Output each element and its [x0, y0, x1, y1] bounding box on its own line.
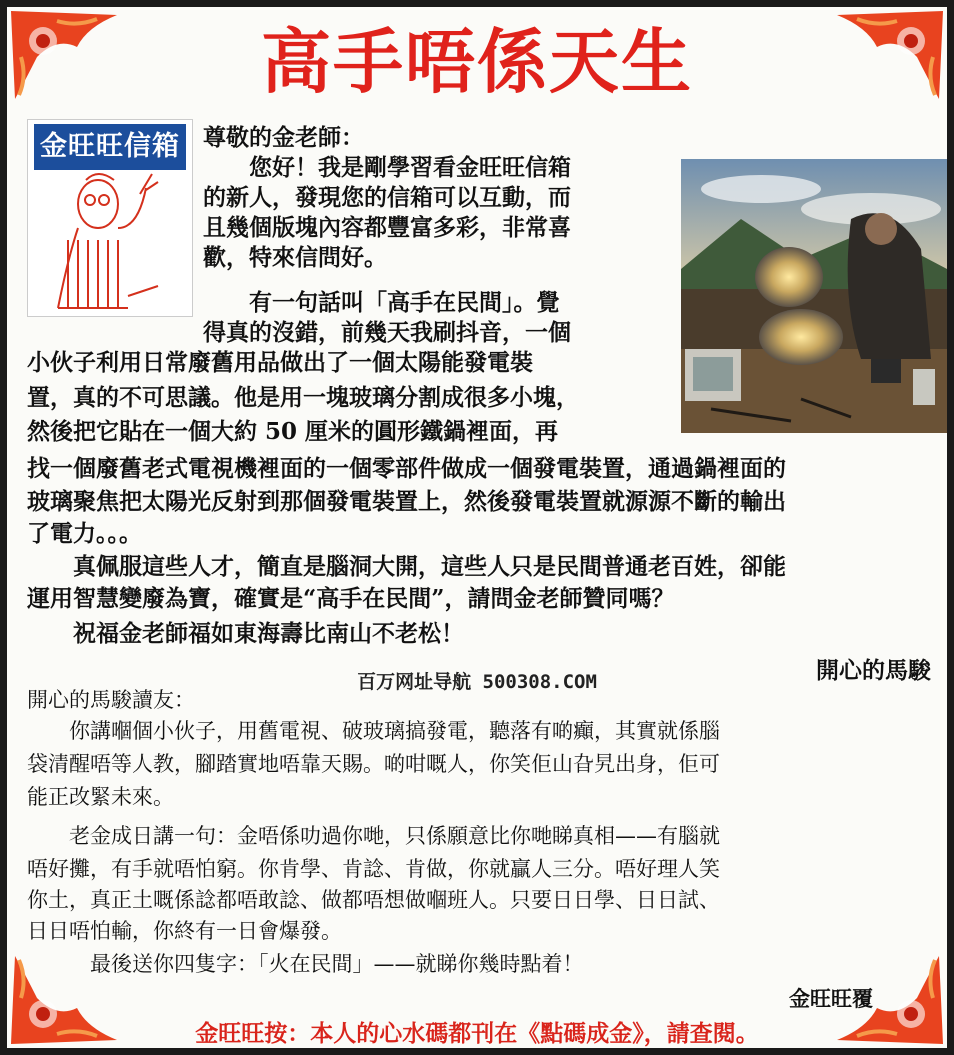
reply-salutation: 開心的馬駿讀友： [27, 688, 195, 712]
footer-note: 金旺旺按：本人的心水碼都刊在《點碼成金》，請查閱。 [195, 1020, 759, 1047]
reply-signature: 金旺旺覆 [789, 987, 873, 1011]
reply-line: 唔好攤，有手就唔怕窮。你肯學、肯諗、肯做，你就贏人三分。唔好理人笑 [27, 857, 720, 881]
reply-line: 你講嗰個小伙子，用舊電視、破玻璃搞發電，聽落有啲癲，其實就係腦 [27, 719, 720, 743]
letter-line: 您好！我是剛學習看金旺旺信箱 [203, 154, 571, 181]
letter-salutation: 尊敬的金老師： [203, 124, 364, 151]
letter-line: 小伙子利用日常廢舊用品做出了一個太陽能發電裝 [27, 349, 533, 376]
column-logo-text: 金旺旺信箱 [34, 124, 186, 170]
letter-line: 的新人，發現您的信箱可以互動，而 [203, 184, 571, 211]
reply-line: 最後送你四隻字：「火在民間」——就睇你幾時點着！ [27, 952, 584, 976]
column-logo [27, 119, 193, 317]
writer-illustration-icon [28, 168, 192, 316]
letter-line: 找一個廢舊老式電視機裡面的一個零部件做成一個發電裝置，通過鍋裡面的 [27, 455, 786, 482]
letter-line: 然後把它貼在一個大約 50 厘米的圓形鐵鍋裡面，再 [27, 418, 559, 445]
letter-line: 得真的沒錯，前幾天我刷抖音，一個 [203, 319, 571, 346]
reply-line: 日日唔怕輸，你終有一日會爆發。 [27, 919, 342, 943]
reply-line: 老金成日講一句：金唔係叻過你哋，只係願意比你哋睇真相——有腦就 [27, 824, 720, 848]
page-title: 高手唔係天生 [261, 20, 693, 103]
reply-line: 能正改緊未來。 [27, 785, 174, 809]
letter-line: 置，真的不可思議。他是用一塊玻璃分割成很多小塊， [27, 384, 579, 411]
letter-line: 有一句話叫「高手在民間」。覺 [203, 289, 560, 316]
letter-line: 真佩服這些人才，簡直是腦洞大開，這些人只是民間普通老百姓，卻能 [27, 553, 786, 580]
letter-line: 歡，特來信問好。 [203, 244, 387, 271]
letter-line: 祝福金老師福如東海壽比南山不老松！ [27, 620, 464, 647]
reply-line: 袋清醒唔等人教，腳踏實地唔靠天賜。啲咁嘅人，你笑佢山旮旯出身，佢可 [27, 752, 720, 776]
letter-line: 玻璃聚焦把太陽光反射到那個發電裝置上，然後發電裝置就源源不斷的輸出 [27, 488, 786, 515]
letter-line: 且幾個版塊內容都豐富多彩，非常喜 [203, 214, 571, 241]
reply-line: 你土，真正土嘅係諗都唔敢諗、做都唔想做嗰班人。只要日日學、日日試、 [27, 888, 720, 912]
letter-signature: 開心的馬駿 [816, 657, 931, 684]
letter-line: 了電力。。。 [27, 520, 142, 547]
solar-device-photo [681, 159, 947, 433]
watermark-text: 百万网址导航 500308.COM [357, 671, 597, 693]
letter-line: 運用智慧變廢為寶，確實是“高手在民間”，請問金老師贊同嗎？ [27, 585, 675, 612]
